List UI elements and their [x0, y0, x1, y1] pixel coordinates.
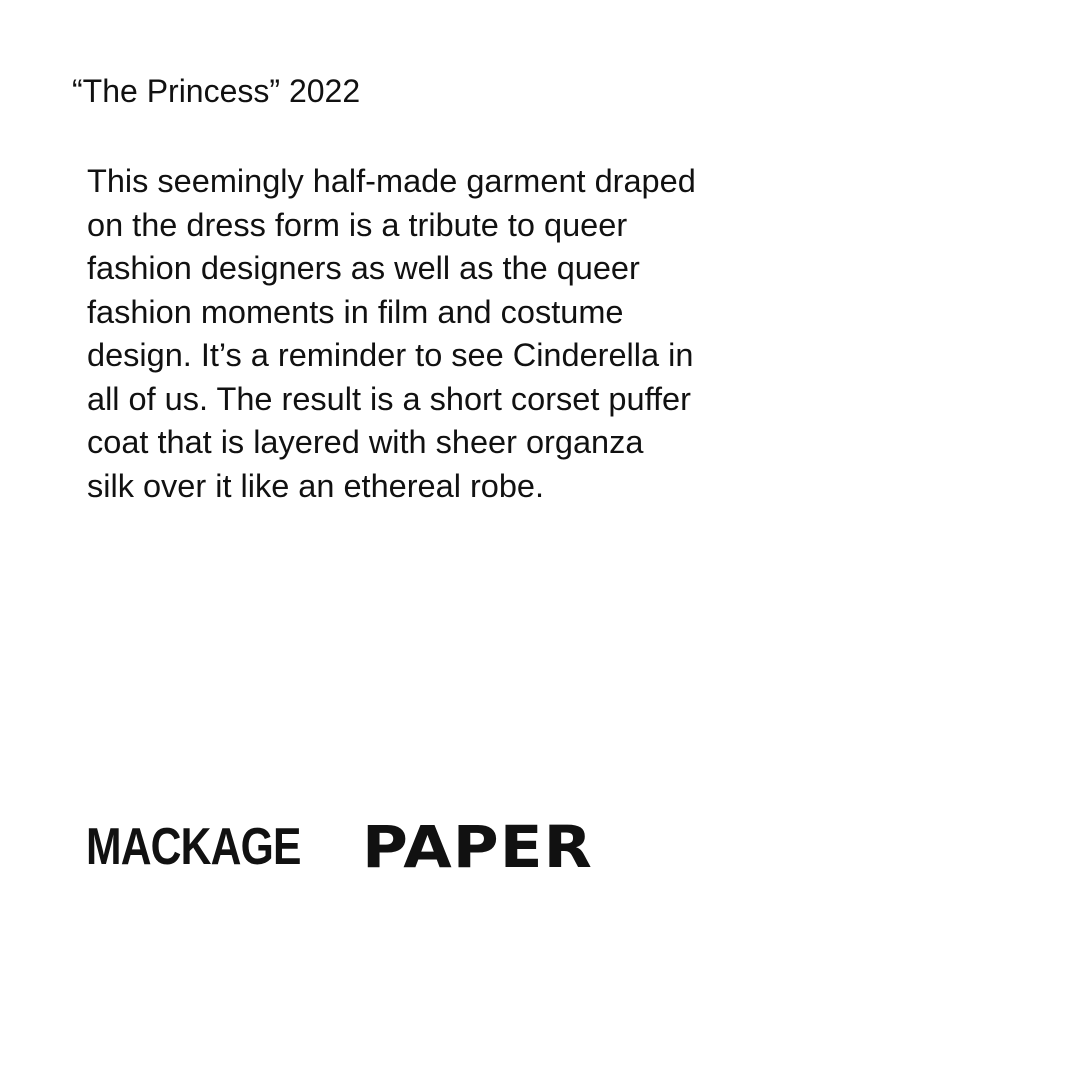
description-line: design. It’s a reminder to see Cinderella in [87, 337, 694, 373]
description-line: on the dress form is a tribute to queer [87, 206, 628, 243]
artwork-title: “The Princess” 2022 [72, 73, 361, 109]
paper-logo: PAPER [362, 813, 593, 881]
description-line: This seemingly half-made garment draped [87, 163, 696, 199]
mackage-logo: MACKAGE [86, 818, 301, 876]
artwork-description [87, 160, 787, 508]
co-brand-logo [86, 812, 593, 882]
description-line: coat that is layered with sheer organza [87, 424, 644, 460]
description-line: fashion moments in film and costume [87, 293, 624, 330]
description-line: all of us. The result is a short corset puffer [87, 380, 691, 417]
description-line: fashion designers as well as the queer [87, 250, 640, 286]
description-line: silk over it like an ethereal robe. [87, 467, 545, 504]
